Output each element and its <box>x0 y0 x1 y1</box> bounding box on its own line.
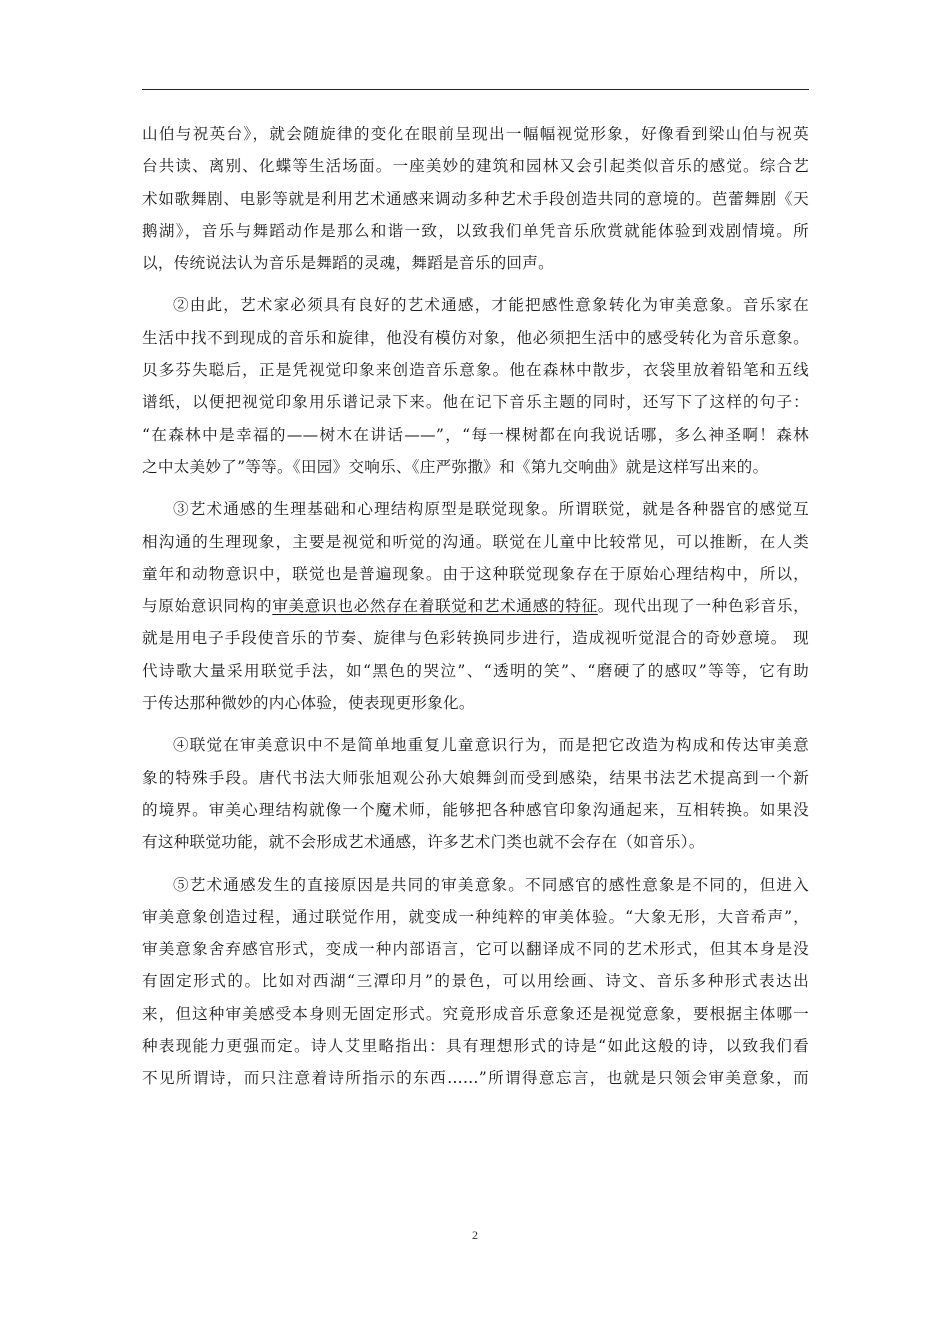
header-rule <box>142 89 809 90</box>
text-line: 有这种联觉功能，就不会形成艺术通感，许多艺术门类也就不会存在（如音乐）。 <box>142 833 705 852</box>
text-line: 代诗歌大量采用联觉手法，如“黑色的哭泣”、“透明的笑”、“磨硬了的感叹”等等，它有助 <box>142 661 809 680</box>
text-line: 象的特殊手段。唐代书法大师张旭观公孙大娘舞剑而受到感染，结果书法艺术提高到一个新 <box>142 768 809 787</box>
text-line: 来，但这种审美感受本身则无固定形式。究竟形成音乐意象还是视觉意象，要根据主体哪一 <box>142 1004 809 1023</box>
text-line: 生活中找不到现成的音乐和旋律，他没有模仿对象，他必须把生活中的感受转化为音乐意象。 <box>142 328 809 347</box>
text-line: 以，传统说法认为音乐是舞蹈的灵魂，舞蹈是音乐的回声。 <box>142 254 554 273</box>
text-line: 的境界。审美心理结构就像一个魔术师，能够把各种感官印象沟通起来，互相转换。如果没 <box>142 800 809 819</box>
text-line: ④联觉在审美意识中不是简单地重复儿童意识行为，而是把它改造为构成和传达审美意 <box>173 736 809 755</box>
document-body <box>142 118 809 1095</box>
text-line: 贝多芬失聪后，正是凭视觉印象来创造音乐意象。他在森林中散步，衣袋里放着铅笔和五线 <box>142 361 809 380</box>
text-line: 就是用电子手段使音乐的节奏、旋律与色彩转换同步进行，造成视听觉混合的奇妙意境。 现 <box>142 629 809 648</box>
text-line: 台共读、离别、化蝶等生活场面。一座美妙的建筑和园林又会引起类似音乐的感觉。综合艺 <box>142 157 809 176</box>
text-line: 于传达那种微妙的内心体验，使表现更形象化。 <box>142 694 475 713</box>
text-line: 鹅湖》，音乐与舞蹈动作是那么和谐一致，以致我们单凭音乐欣赏就能体验到戏剧情境。所 <box>142 221 809 240</box>
text-line: ⑤艺术通感发生的直接原因是共同的审美意象。不同感官的感性意象是不同的，但进入 <box>173 875 809 894</box>
text-line: ③艺术通感的生理基础和心理结构原型是联觉现象。所谓联觉，就是各种器官的感觉互 <box>173 500 809 519</box>
text-segment: 与原始意识同构的 <box>142 597 273 616</box>
text-line: 种表现能力更强而定。诗人艾里略指出：具有理想形式的诗是“如此这般的诗，以致我们看 <box>142 1037 809 1056</box>
paragraph-5 <box>142 869 809 1095</box>
text-line: “在森林中是幸福的——树木在讲话——”，“每一棵树都在向我说话哪，多么神圣啊！森林 <box>142 425 809 444</box>
text-line: 审美意象创造过程，通过联觉作用，就变成一种纯粹的审美体验。“大象无形，大音希声”， <box>142 907 809 926</box>
text-line: 术如歌舞剧、电影等就是利用艺术通感来调动多种艺术手段创造共同的意境的。芭蕾舞剧《天 <box>142 189 809 208</box>
paragraph-4 <box>142 729 809 858</box>
text-line: 审美意象舍弃感官形式，变成一种内部语言，它可以翻译成不同的艺术形式，但其本身是没 <box>142 940 809 959</box>
paragraph-3 <box>142 493 809 719</box>
text-line-with-underline <box>142 590 809 622</box>
underlined-sentence: 审美意识也必然存在着联觉和艺术通感的特征 <box>272 597 598 616</box>
text-segment: 。现代出现了一种色彩音乐， <box>597 597 809 616</box>
text-line: 童年和动物意识中，联觉也是普遍现象。由于这种联觉现象存在于原始心理结构中，所以， <box>142 564 809 583</box>
text-line: 谱纸，以便把视觉印象用乐谱记录下来。他在记下音乐主题的同时，还写下了这样的句子： <box>142 393 809 412</box>
text-line: 山伯与祝英台》，就会随旋律的变化在眼前呈现出一幅幅视觉形象，好像看到梁山伯与祝英 <box>142 125 809 143</box>
text-line: ②由此，艺术家必须具有良好的艺术通感，才能把感性意象转化为审美意象。音乐家在 <box>173 296 809 315</box>
text-line: 之中太美妙了”等等。《田园》交响乐、《庄严弥撒》和《第九交响曲》就是这样写出来的。 <box>142 457 769 476</box>
text-line: 相沟通的生理现象，主要是视觉和听觉的沟通。联觉在儿童中比较常见，可以推断，在人类 <box>142 532 809 551</box>
text-line: 不见所谓诗，而只注意着诗所指示的东西……”所谓得意忘言，也就是只领会审美意象，而 <box>142 1069 809 1088</box>
text-line: 有固定形式的。比如对西湖“三潭印月”的景色，可以用绘画、诗文、音乐多种形式表达出 <box>142 972 809 991</box>
page-number: 2 <box>472 1228 478 1242</box>
paragraph-continued <box>142 118 809 279</box>
paragraph-2 <box>142 289 809 483</box>
